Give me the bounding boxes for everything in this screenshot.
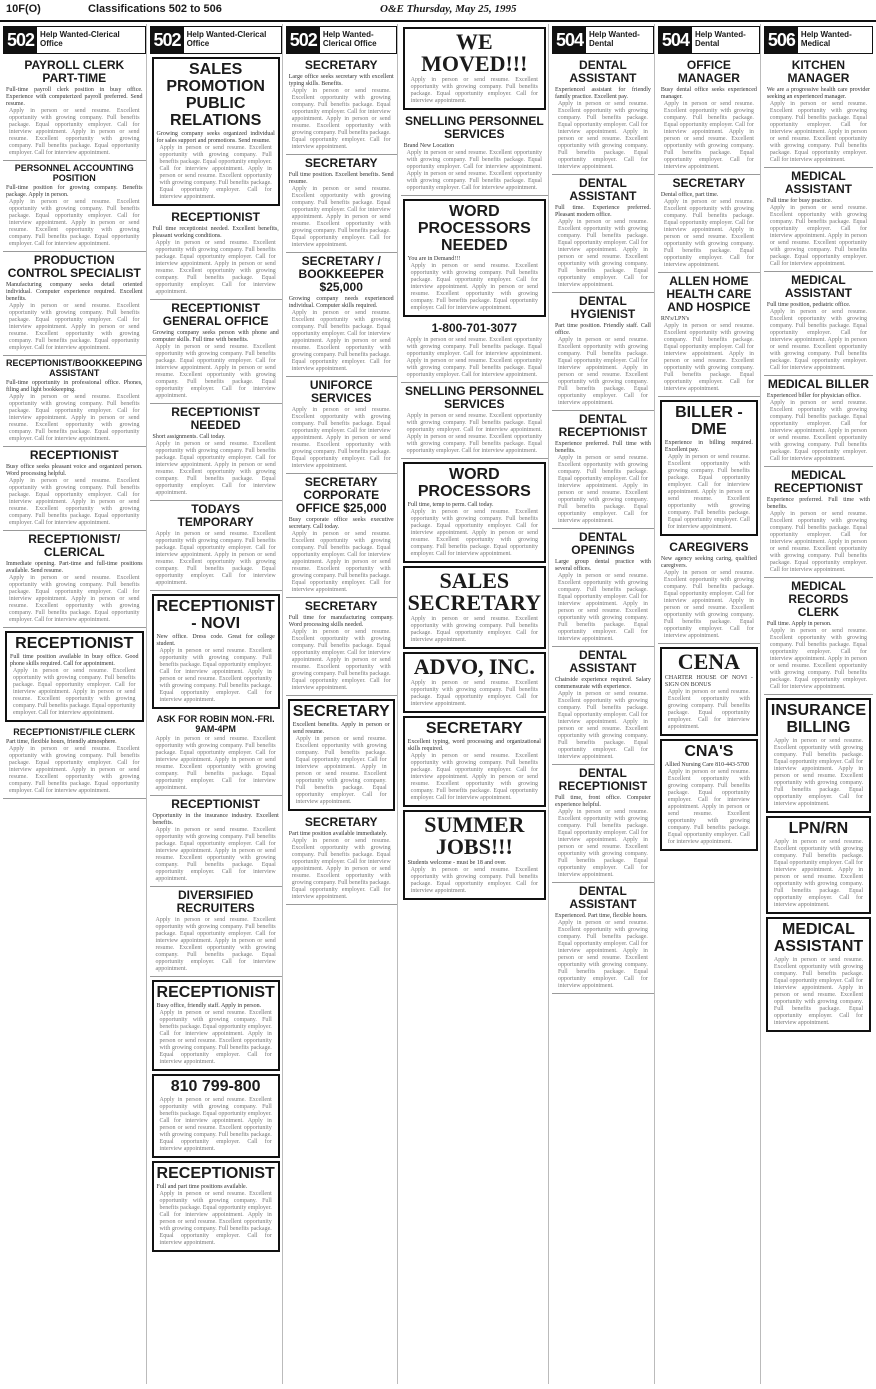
classified-ad: [658, 175, 760, 273]
ad-fine-print: Apply in person or send resume. Excellent opportunity with growing company. Full benefits package. Equal opportunity employer. Call for interview appointment. Apply in person or send resume. Excellent opportunity with growing company. Full benefits package. Equal opportunity employer. Call for interview appointment.: [9, 575, 140, 623]
ad-fine-print: Apply in person or send resume. Excellent opportunity with growing company. Full benefits package. Equal opportunity employer. Call for interview appointment. Apply in person or send resume. Excellent opportunity with growing company. Full benefits package. Equal opportunity employer. Call for interview appointment.: [295, 736, 387, 805]
ad-fine-print: Apply in person or send resume. Excellent opportunity with growing company. Full benefits package. Equal opportunity employer. Call for interview appointment. Apply in person or send resume. Excellent opportunity with growing company. Full benefits package. Equal opportunity employer. Call for interview appointment.: [159, 1191, 272, 1246]
classified-ad: [152, 1074, 280, 1158]
ad-fine-print: Apply in person or send resume. Excellent opportunity with growing company. Full benefits package. Equal opportunity employer. Call for interview appointment. Apply in person or send resume. Excellent opportunity with growing company. Full benefits package. Equal opportunity employer. Call for interview appointment.: [159, 1010, 272, 1065]
ad-body: Full time receptionist needed. Excellent benefits, pleasant working conditions.: [152, 226, 279, 239]
ad-title: DENTAL ASSISTANT: [569, 884, 637, 911]
ad-fine-print: Apply in person or send resume. Excellent opportunity with growing company. Full benefits package. Equal opportunity employer. Call for interview appointment. Apply in person or send resume. Excellent opportunity with growing company. Full benefits package. Equal opportunity employer. Call for interview appointment.: [557, 920, 648, 989]
category-header: [3, 26, 146, 54]
classified-ad: [286, 598, 397, 696]
classified-ad: [403, 652, 546, 713]
classified-ad: [660, 739, 758, 851]
classified-ad: [286, 253, 397, 377]
classified-ad: [660, 400, 758, 536]
classified-ad: [286, 57, 397, 155]
page-number: 10F(O): [6, 3, 41, 15]
ad-title: WORD PROCESSORS NEEDED: [417, 203, 531, 254]
ad-body: Full time for manufacturing company. Word processing skills needed.: [288, 615, 394, 628]
classified-column: [658, 24, 761, 1384]
classified-ad: [150, 501, 282, 591]
ad-fine-print: Apply in person or send resume. Excellent opportunity with growing company. Full benefits package. Equal opportunity employer. Call for interview appointment. Apply in person or send resume. Excellent opportunity with growing company. Full benefits package. Equal opportunity employer. Call for interview appointment.: [557, 337, 648, 406]
ad-title: RECEPTIONIST: [171, 210, 260, 224]
ad-body: Full-time payroll clerk position in busy office. Experience with computerized payroll preferred. Send resume.: [6, 87, 143, 107]
classified-ad: [552, 57, 654, 175]
ad-title: MEDICAL BILLER: [767, 377, 869, 391]
classified-ad: [5, 631, 144, 722]
ad-fine-print: Apply in person or send resume. Excellent opportunity with growing company. Full benefits package. Equal opportunity employer. Call for interview appointment. Apply in person or send resume. Excellent opportunity with growing company. Full benefits package. Equal opportunity employer. Call for interview appointment.: [769, 309, 867, 371]
ad-title: PAYROLL CLERK PART-TIME: [24, 58, 125, 85]
classified-ad: [3, 57, 146, 161]
ad-fine-print: Apply in person or send resume. Excellent opportunity with growing company. Full benefits package. Equal opportunity employer. Call for interview appointment. Apply in person or send resume. Excellent opportunity with growing company. Full benefits package. Equal opportunity employer. Call for interview appointment.: [291, 407, 391, 469]
ad-title: SECRETARY: [304, 599, 378, 613]
ad-body: Manufacturing company seeks detail oriented individual. Computer experience required. Excellent benefits.: [6, 282, 143, 302]
classified-columns: [3, 24, 873, 1384]
ad-fine-print: Apply in person or send resume. Excellent opportunity with growing company. Full benefits package. Equal opportunity employer. Call for interview appointment. Apply in person or send resume. Excellent opportunity with growing company. Full benefits package. Equal opportunity employer. Call for interview appointment.: [155, 736, 276, 791]
ad-fine-print: Apply in person or send resume. Excellent opportunity with growing company. Full benefits package. Equal opportunity employer. Call for interview appointment. Apply in person or send resume. Excellent opportunity with growing company. Full benefits package. Equal opportunity employer. Call for interview appointment.: [410, 509, 538, 557]
ad-title: BILLER - DME: [675, 404, 743, 438]
ad-body: Students welcome - must be 18 and over.: [407, 860, 507, 866]
ad-body: Excellent typing, word processing and organizational skills required.: [407, 739, 541, 752]
ad-body: Busy corporate office seeks executive secretary. Call today.: [288, 517, 394, 530]
ad-title: CENA: [677, 649, 741, 674]
category-number: 502: [4, 27, 37, 53]
category-label: Help Wanted-Dental: [589, 30, 640, 48]
classified-column: [150, 24, 283, 1384]
classified-ad: [764, 57, 873, 168]
category-header: [286, 26, 397, 54]
ad-fine-print: Apply in person or send resume. Excellent opportunity with growing company. Full benefits package. Equal opportunity employer. Call for interview appointment.: [410, 680, 538, 707]
ad-title: DENTAL ASSISTANT: [569, 58, 637, 85]
ad-body: Full-time position for growing company. Benefits package. Apply in person.: [6, 185, 143, 198]
ad-fine-print: Apply in person or send resume. Excellent opportunity with growing company. Full benefits package. Equal opportunity employer. Call for interview appointment. Apply in person or send resume. Excellent opportunity with growing company. Full benefits package. Equal opportunity employer. Call for interview appointment.: [667, 769, 750, 845]
classified-ad: [764, 376, 873, 467]
classified-ad: [766, 917, 871, 1032]
classified-ad: [764, 168, 873, 272]
ad-title: WE MOVED!!!: [421, 29, 528, 76]
ad-fine-print: Apply in person or send resume. Excellent opportunity with growing company. Full benefits package. Equal opportunity employer. Call for interview appointment.: [410, 77, 538, 104]
ad-body: Experience preferred. Full time with benefits.: [766, 497, 870, 510]
classified-ad: [286, 814, 397, 905]
ad-title: SECRETARY: [672, 176, 746, 190]
classified-ad: [288, 699, 395, 811]
ad-title: DENTAL RECEPTIONIST: [558, 412, 648, 439]
ad-fine-print: Apply in person or send resume. Excellent opportunity with growing company. Full benefits package. Equal opportunity employer. Call for interview appointment. Apply in person or send resume. Excellent opportunity with growing company. Full benefits package. Equal opportunity employer. Call for interview appointment.: [406, 337, 542, 378]
ad-title: ASK FOR ROBIN MON.-FRI. 9AM-4PM: [156, 714, 275, 734]
ad-body: Full time, front office. Computer experience helpful.: [554, 795, 651, 808]
ad-fine-print: Apply in person or send resume. Excellent opportunity with growing company. Full benefits package. Equal opportunity employer. Call for interview appointment. Apply in person or send resume. Excellent opportunity with growing company. Full benefits package. Equal opportunity employer. Call for interview appointment.: [410, 753, 538, 801]
ad-body: Busy office, friendly staff. Apply in person.: [156, 1003, 262, 1009]
ad-fine-print: Apply in person or send resume. Excellent opportunity with growing company. Full benefits package. Equal opportunity employer. Call for interview appointment. Apply in person or send resume. Excellent opportunity with growing company. Full benefits package. Equal opportunity employer. Call for interview appointment.: [9, 303, 140, 351]
ad-body: Large group dental practice with several offices.: [554, 559, 651, 572]
ad-body: Growing company seeks person with phone and computer skills. Full time with benefits.: [152, 330, 279, 343]
ad-fine-print: Apply in person or send resume. Excellent opportunity with growing company. Full benefits package. Equal opportunity employer. Call for interview appointment. Apply in person or send resume. Excellent opportunity with growing company. Full benefits package. Equal opportunity employer. Call for interview appointment.: [291, 88, 391, 150]
classified-ad: [552, 647, 654, 765]
category-header: [552, 26, 654, 54]
ad-fine-print: Apply in person or send resume. Excellent opportunity with growing company. Full benefits package. Equal opportunity employer. Call for interview appointment. Apply in person or send resume. Excellent opportunity with growing company. Full benefits package. Equal opportunity employer. Call for interview appointment.: [769, 205, 867, 267]
category-number: 506: [765, 27, 798, 53]
ad-fine-print: Apply in person or send resume. Excellent opportunity with growing company. Full benefits package. Equal opportunity employer. Call for interview appointment. Apply in person or send resume. Excellent opportunity with growing company. Full benefits package. Equal opportunity employer. Call for interview appointment.: [9, 746, 140, 794]
ad-title: OFFICE MANAGER: [677, 58, 740, 85]
ad-fine-print: Apply in person or send resume. Excellent opportunity with growing company. Full benefits package. Equal opportunity employer. Call for interview appointment. Apply in person or send resume. Excellent opportunity with growing company. Full benefits package. Equal opportunity employer. Call for interview appointment.: [155, 827, 276, 882]
category-header: [658, 26, 760, 54]
ad-title: MEDICAL RECEPTIONIST: [774, 468, 863, 495]
ad-fine-print: Apply in person or send resume. Excellent opportunity with growing company. Full benefits package. Equal opportunity employer. Call for interview appointment. Apply in person or send resume. Excellent opportunity with growing company. Full benefits package. Equal opportunity employer. Call for interview appointment.: [155, 531, 276, 586]
ad-fine-print: Apply in person or send resume. Excellent opportunity with growing company. Full benefits package. Equal opportunity employer. Call for interview appointment. Apply in person or send resume. Excellent opportunity with growing company. Full benefits package. Equal opportunity employer. Call for interview appointment.: [291, 531, 391, 593]
ad-body: Part time position. Friendly staff. Call office.: [554, 323, 651, 336]
ad-fine-print: Apply in person or send resume. Excellent opportunity with growing company. Full benefits package. Equal opportunity employer. Call for interview appointment. Apply in person or send resume. Excellent opportunity with growing company. Full benefits package. Equal opportunity employer. Call for interview appointment.: [159, 145, 272, 200]
ad-title: DENTAL RECEPTIONIST: [558, 766, 648, 793]
ad-title: CNA'S: [684, 743, 734, 760]
ad-title: SECRETARY: [304, 815, 378, 829]
ad-fine-print: Apply in person or send resume. Excellent opportunity with growing company. Full benefits package. Equal opportunity employer. Call for interview appointment. Apply in person or send resume. Excellent opportunity with growing company. Full benefits package. Equal opportunity employer. Call for interview appointment.: [663, 199, 754, 268]
ad-fine-print: Apply in person or send resume. Excellent opportunity with growing company. Full benefits package. Equal opportunity employer. Call for interview appointment. Apply in person or send resume. Excellent opportunity with growing company. Full benefits package. Equal opportunity employer. Call for interview appointment.: [9, 478, 140, 526]
ad-fine-print: Apply in person or send resume. Excellent opportunity with growing company. Full benefits package. Equal opportunity employer. Call for interview appointment. Apply in person or send resume. Excellent opportunity with growing company. Full benefits package. Equal opportunity employer. Call for interview appointment.: [155, 917, 276, 972]
ad-body: CHARTER HOUSE OF NOVI - SIGN ON BONUS: [664, 675, 753, 688]
ad-body: Full time for busy practice.: [766, 198, 833, 204]
classified-ad: [658, 539, 760, 644]
ad-title: RECEPTIONIST: [15, 635, 134, 652]
ad-body: Opportunity in the insurance industry. Excellent benefits.: [152, 813, 279, 826]
classified-ad: [152, 57, 280, 206]
category-label: Help Wanted-Clerical Office: [186, 30, 267, 48]
ad-fine-print: Apply in person or send resume. Excellent opportunity with growing company. Full benefits package. Equal opportunity employer. Call for interview appointment. Apply in person or send resume. Excellent opportunity with growing company. Full benefits package. Equal opportunity employer. Call for interview appointment.: [557, 101, 648, 170]
ad-body: Full and part time positions available.: [156, 1184, 248, 1190]
publication-date: O&E Thursday, May 25, 1995: [380, 3, 517, 15]
category-number: 502: [151, 27, 184, 53]
classified-ad: [403, 462, 546, 563]
ad-fine-print: Apply in person or send resume. Excellent opportunity with growing company. Full benefits package. Equal opportunity employer. Call for interview appointment. Apply in person or send resume. Excellent opportunity with growing company. Full benefits package. Equal opportunity employer. Call for interview appointment.: [667, 454, 750, 530]
ad-title: MEDICAL ASSISTANT: [773, 921, 864, 955]
classified-ad: [403, 716, 546, 807]
ad-fine-print: Apply in person or send resume. Excellent opportunity with growing company. Full benefits package. Equal opportunity employer. Call for interview appointment. Apply in person or send resume. Excellent opportunity with growing company. Full benefits package. Equal opportunity employer. Call for interview appointment.: [159, 648, 272, 703]
ad-body: New office. Dress code. Great for college student.: [156, 634, 275, 647]
ad-title: SECRETARY / BOOKKEEPER $25,000: [298, 254, 384, 294]
ad-title: SNELLING PERSONNEL SERVICES: [404, 384, 544, 411]
classified-ad: [552, 883, 654, 994]
ad-body: Experienced biller for physician office.: [766, 393, 861, 399]
ad-fine-print: Apply in person or send resume. Excellent opportunity with growing company. Full benefits package. Equal opportunity employer. Call for interview appointment.: [410, 867, 538, 894]
ad-body: Growing company needs experienced individual. Computer skills required.: [288, 296, 394, 309]
ad-title: RECEPTIONIST: [171, 797, 260, 811]
classified-ad: [403, 27, 546, 110]
ad-title: DENTAL HYGIENIST: [570, 294, 636, 321]
ad-fine-print: Apply in person or send resume. Excellent opportunity with growing company. Full benefits package. Equal opportunity employer. Call for interview appointment. Apply in person or send resume. Excellent opportunity with growing company. Full benefits package. Equal opportunity employer. Call for interview appointment.: [557, 691, 648, 760]
classified-ad: [3, 356, 146, 447]
ad-body: Large office seeks secretary with excellent typing skills. Benefits.: [288, 74, 394, 87]
ad-fine-print: Apply in person or send resume. Excellent opportunity with growing company. Full benefits package. Equal opportunity employer. Call for interview appointment. Apply in person or send resume. Excellent opportunity with growing company. Full benefits package. Equal opportunity employer. Call for interview appointment.: [410, 263, 538, 311]
ad-fine-print: Apply in person or send resume. Excellent opportunity with growing company. Full benefits package. Equal opportunity employer. Call for interview appointment. Apply in person or send resume. Excellent opportunity with growing company. Full benefits package. Equal opportunity employer. Call for interview appointment.: [291, 838, 391, 900]
classified-ad: [552, 411, 654, 529]
classified-ad: [552, 529, 654, 647]
classified-ad: [401, 383, 548, 459]
classified-ad: [150, 796, 282, 887]
ad-body: Experience in billing required. Excellent pay.: [664, 440, 753, 453]
classified-ad: [403, 810, 546, 900]
ad-title: PERSONNEL ACCOUNTING POSITION: [14, 163, 134, 183]
ad-fine-print: Apply in person or send resume. Excellent opportunity with growing company. Full benefits package. Equal opportunity employer. Call for interview appointment. Apply in person or send resume. Excellent opportunity with growing company. Full benefits package. Equal opportunity employer. Call for interview appointment.: [769, 511, 867, 573]
ad-body: Chairside experience required. Salary commensurate with experience.: [554, 677, 651, 690]
ad-body: Full-time opportunity in professional office. Phones, filing and light bookkeeping.: [6, 380, 143, 393]
classified-ad: [286, 155, 397, 253]
ad-fine-print: Apply in person or send resume. Excellent opportunity with growing company. Full benefits package. Equal opportunity employer. Call for interview appointment. Apply in person or send resume. Excellent opportunity with growing company. Full benefits package. Equal opportunity employer. Call for interview appointment.: [557, 809, 648, 878]
ad-fine-print: Apply in person or send resume. Excellent opportunity with growing company. Full benefits package. Equal opportunity employer. Call for interview appointment. Apply in person or send resume. Excellent opportunity with growing company. Full benefits package. Equal opportunity employer. Call for interview appointment.: [773, 839, 863, 908]
ad-title: 1-800-701-3077: [431, 321, 518, 335]
classified-ad: [150, 712, 282, 796]
ad-title: SALES PROMOTION PUBLIC RELATIONS: [166, 61, 265, 129]
classified-ad: [3, 161, 146, 252]
ad-fine-print: Apply in person or send resume. Excellent opportunity with growing company. Full benefits package. Equal opportunity employer. Call for interview appointment. Apply in person or send resume. Excellent opportunity with growing company. Full benefits package. Equal opportunity employer. Call for interview appointment.: [9, 199, 140, 247]
ad-title: LPN/RN: [788, 820, 849, 837]
ad-fine-print: Apply in person or send resume. Excellent opportunity with growing company. Full benefits package. Equal opportunity employer. Call for interview appointment. Apply in person or send resume. Excellent opportunity with growing company. Full benefits package. Equal opportunity employer. Call for interview appointment.: [291, 186, 391, 248]
ad-title: RECEPTIONIST - NOVI: [156, 598, 275, 632]
ad-title: RECEPTIONIST: [156, 984, 275, 1001]
ad-body: Excellent benefits. Apply in person or send resume.: [292, 722, 390, 735]
classified-ad: [658, 273, 760, 397]
ad-body: You are in Demand!!!: [407, 256, 461, 262]
classified-ad: [764, 272, 873, 376]
ad-body: Busy dental office seeks experienced manager.: [660, 87, 757, 100]
ad-title: RECEPTIONIST: [156, 1165, 275, 1182]
ad-body: Brand New Location: [403, 143, 454, 149]
classified-ad: [552, 293, 654, 411]
classified-column: [3, 24, 147, 1384]
ad-fine-print: Apply in person or send resume. Excellent opportunity with growing company. Full benefits package. Equal opportunity employer. Call for interview appointment. Apply in person or send resume. Excellent opportunity with growing company. Full benefits package. Equal opportunity employer. Call for interview appointment.: [773, 957, 863, 1026]
ad-fine-print: Apply in person or send resume. Excellent opportunity with growing company. Full benefits package. Equal opportunity employer. Call for interview appointment. Apply in person or send resume. Excellent opportunity with growing company. Full benefits package. Equal opportunity employer. Call for interview appointment.: [291, 629, 391, 691]
ad-fine-print: Apply in person or send resume. Excellent opportunity with growing company. Full benefits package. Equal opportunity employer. Call for interview appointment. Apply in person or send resume. Excellent opportunity with growing company. Full benefits package. Equal opportunity employer. Call for interview appointment.: [9, 108, 140, 156]
ad-body: Immediate opening. Part-time and full-time positions available. Send resume.: [6, 561, 143, 574]
ad-title: DIVERSIFIED RECRUITERS: [176, 888, 255, 915]
classified-ad: [766, 698, 871, 813]
classified-column: [552, 24, 655, 1384]
ad-fine-print: Apply in person or send resume. Excellent opportunity with growing company. Full benefits package. Equal opportunity employer. Call for interview appointment. Apply in person or send resume. Excellent opportunity with growing company. Full benefits package. Equal opportunity employer. Call for interview appointment.: [406, 413, 542, 454]
ad-fine-print: Apply in person or send resume. Excellent opportunity with growing company. Full benefits package. Equal opportunity employer. Call for interview appointment. Apply in person or send resume. Excellent opportunity with growing company. Full benefits package. Equal opportunity employer. Call for interview appointment.: [663, 323, 754, 392]
ad-body: Full time. Apply in person.: [766, 621, 832, 627]
ad-fine-print: Apply in person or send resume. Excellent opportunity with growing company. Full benefits package. Equal opportunity employer. Call for interview appointment. Apply in person or send resume. Excellent opportunity with growing company. Full benefits package. Equal opportunity employer. Call for interview appointment.: [769, 400, 867, 462]
classified-ad: [3, 725, 146, 799]
ad-title: DENTAL ASSISTANT: [569, 648, 637, 675]
classified-ad: [766, 816, 871, 914]
ad-fine-print: Apply in person or send resume. Excellent opportunity with growing company. Full benefits package. Equal opportunity employer. Call for interview appointment. Apply in person or send resume. Excellent opportunity with growing company. Full benefits package. Equal opportunity employer. Call for interview appointment.: [155, 344, 276, 399]
ad-body: Allied Nursing Care 810-443-5700: [664, 762, 750, 768]
ad-fine-print: Apply in person or send resume. Excellent opportunity with growing company. Full benefits package. Equal opportunity employer. Call for interview appointment. Apply in person or send resume. Excellent opportunity with growing company. Full benefits package. Equal opportunity employer. Call for interview appointment.: [557, 455, 648, 524]
ad-title: RECEPTIONIST: [29, 448, 119, 462]
ad-title: SECRETARY: [425, 720, 523, 737]
ad-body: Full time position available in busy office. Good phone skills required. Call for appointment.: [10, 654, 139, 667]
classified-ad: [150, 404, 282, 501]
ad-title: PRODUCTION CONTROL SPECIALIST: [7, 253, 141, 280]
classified-ad: [764, 578, 873, 695]
category-label: Help Wanted-Dental: [694, 30, 746, 48]
classified-ad: [403, 566, 546, 649]
classified-ad: [150, 209, 282, 300]
classified-ad: [152, 1161, 280, 1252]
ad-fine-print: Apply in person or send resume. Excellent opportunity with growing company. Full benefits package. Equal opportunity employer. Call for interview appointment. Apply in person or send resume. Excellent opportunity with growing company. Full benefits package. Equal opportunity employer. Call for interview appointment.: [663, 101, 754, 170]
classified-ad: [150, 300, 282, 404]
classified-ad: [3, 447, 146, 531]
category-number: 504: [553, 27, 586, 53]
classified-ad: [764, 467, 873, 578]
category-label: Help Wanted-Medical: [800, 30, 852, 48]
ad-fine-print: Apply in person or send resume. Excellent opportunity with growing company. Full benefits package. Equal opportunity employer. Call for interview appointment. Apply in person or send resume. Excellent opportunity with growing company. Full benefits package. Equal opportunity employer. Call for interview appointment.: [557, 573, 648, 642]
ad-title: SECRETARY: [304, 58, 378, 72]
ad-title: MEDICAL RECORDS CLERK: [788, 579, 849, 619]
ad-body: Experience preferred. Full time with benefits.: [554, 441, 651, 454]
ad-title: DENTAL ASSISTANT: [569, 176, 637, 203]
ad-fine-print: Apply in person or send resume. Excellent opportunity with growing company. Full benefits package. Equal opportunity employer. Call for interview appointment. Apply in person or send resume. Excellent opportunity with growing company. Full benefits package. Equal opportunity employer. Call for interview appointment.: [773, 738, 863, 807]
ad-body: Short assignments. Call today.: [152, 434, 226, 440]
ad-title: WORD PROCESSORS: [417, 466, 531, 500]
classified-ad: [152, 594, 280, 709]
category-number: 502: [287, 27, 320, 53]
classified-column: [764, 24, 873, 1384]
ad-title: RECEPTIONIST NEEDED: [171, 405, 260, 432]
ad-title: DENTAL OPENINGS: [571, 530, 635, 557]
classified-ad: [552, 765, 654, 883]
ad-body: We are a progressive health care provider seeking an experienced manager.: [766, 87, 870, 100]
ad-title: SECRETARY CORPORATE OFFICE $25,000: [295, 475, 387, 515]
ad-fine-print: Apply in person or send resume. Excellent opportunity with growing company. Full benefits package. Equal opportunity employer. Call for interview appointment. Apply in person or send resume. Excellent opportunity with growing company. Full benefits package. Equal opportunity employer. Call for interview appointment.: [9, 394, 140, 442]
section-title: Classifications 502 to 506: [88, 3, 222, 15]
category-header: [150, 26, 282, 54]
ad-body: Full time position, pediatric office.: [766, 302, 851, 308]
ad-title: 810 799-800: [170, 1078, 261, 1095]
classified-ad: [150, 887, 282, 977]
ad-fine-print: Apply in person or send resume. Excellent opportunity with growing company. Full benefits package. Equal opportunity employer. Call for interview appointment. Apply in person or send resume. Excellent opportunity with growing company. Full benefits package. Equal opportunity employer. Call for interview appointment.: [155, 240, 276, 295]
category-label: Help Wanted-Clerical Office: [322, 30, 377, 48]
ad-title: RECEPTIONIST/BOOKKEEPING ASSISTANT: [6, 358, 143, 378]
ad-title: RECEPTIONIST GENERAL OFFICE: [162, 301, 269, 328]
ad-title: TODAYS TEMPORARY: [177, 502, 254, 529]
ad-fine-print: Apply in person or send resume. Excellent opportunity with growing company. Full benefits package. Equal opportunity employer. Call for interview appointment.: [667, 689, 750, 730]
ad-fine-print: Apply in person or send resume. Excellent opportunity with growing company. Full benefits package. Equal opportunity employer. Call for interview appointment. Apply in person or send resume. Excellent opportunity with growing company. Full benefits package. Equal opportunity employer. Call for interview appointment.: [13, 668, 136, 716]
classified-ad: [401, 113, 548, 196]
ad-fine-print: Apply in person or send resume. Excellent opportunity with growing company. Full benefits package. Equal opportunity employer. Call for interview appointment.: [410, 616, 538, 643]
classified-ad: [401, 320, 548, 383]
ad-title: KITCHEN MANAGER: [787, 58, 850, 85]
classified-column: [401, 24, 549, 1384]
ad-body: Full time. Experience preferred. Pleasant modern office.: [554, 205, 651, 218]
ad-title: ADVO, INC.: [413, 654, 535, 679]
ad-body: New agency seeking caring, qualified caregivers.: [660, 556, 757, 569]
ad-title: SECRETARY: [292, 703, 390, 720]
classified-ad: [286, 377, 397, 474]
classified-ad: [658, 57, 760, 175]
ad-body: Experienced. Part time, flexible hours.: [554, 913, 648, 919]
ad-fine-print: Apply in person or send resume. Excellent opportunity with growing company. Full benefits package. Equal opportunity employer. Call for interview appointment. Apply in person or send resume. Excellent opportunity with growing company. Full benefits package. Equal opportunity employer. Call for interview appointment.: [769, 101, 867, 163]
classified-ad: [152, 980, 280, 1071]
ad-title: SUMMER JOBS!!!: [424, 812, 525, 859]
classified-ad: [403, 199, 546, 317]
ad-body: Growing company seeks organized individual for sales support and promotions. Send resume.: [156, 131, 275, 144]
ad-body: RN's/LPN's: [660, 316, 690, 322]
classified-ad: [552, 175, 654, 293]
ad-title: CAREGIVERS: [669, 540, 749, 554]
ad-fine-print: Apply in person or send resume. Excellent opportunity with growing company. Full benefits package. Equal opportunity employer. Call for interview appointment. Apply in person or send resume. Excellent opportunity with growing company. Full benefits package. Equal opportunity employer. Call for interview appointment.: [557, 219, 648, 288]
ad-body: Experienced assistant for friendly family practice. Excellent pay.: [554, 87, 651, 100]
page-masthead: [0, 0, 876, 22]
classified-column: [286, 24, 398, 1384]
ad-fine-print: Apply in person or send resume. Excellent opportunity with growing company. Full benefits package. Equal opportunity employer. Call for interview appointment. Apply in person or send resume. Excellent opportunity with growing company. Full benefits package. Equal opportunity employer. Call for interview appointment.: [406, 150, 542, 191]
ad-body: Part time, flexible hours, friendly atmosphere.: [6, 739, 117, 745]
classified-ad: [3, 252, 146, 356]
classified-ad: [3, 531, 146, 628]
ad-body: Part time position available immediately.: [288, 831, 388, 837]
ad-title: ALLEN HOME HEALTH CARE AND HOSPICE: [666, 274, 752, 314]
ad-fine-print: Apply in person or send resume. Excellent opportunity with growing company. Full benefits package. Equal opportunity employer. Call for interview appointment. Apply in person or send resume. Excellent opportunity with growing company. Full benefits package. Equal opportunity employer. Call for interview appointment.: [769, 628, 867, 690]
ad-title: MEDICAL ASSISTANT: [784, 169, 852, 196]
classified-ad: [660, 647, 758, 736]
classified-ad: [286, 474, 397, 598]
ad-body: Busy office seeks pleasant voice and organized person. Word processing helpful.: [6, 464, 143, 477]
ad-body: Full time, temp to perm. Call today.: [407, 502, 494, 508]
category-number: 504: [659, 27, 692, 53]
ad-fine-print: Apply in person or send resume. Excellent opportunity with growing company. Full benefits package. Equal opportunity employer. Call for interview appointment. Apply in person or send resume. Excellent opportunity with growing company. Full benefits package. Equal opportunity employer. Call for interview appointment.: [291, 310, 391, 372]
category-label: Help Wanted-Clerical Office: [40, 30, 120, 48]
ad-title: RECEPTIONIST/FILE CLERK: [13, 727, 136, 737]
ad-fine-print: Apply in person or send resume. Excellent opportunity with growing company. Full benefits package. Equal opportunity employer. Call for interview appointment. Apply in person or send resume. Excellent opportunity with growing company. Full benefits package. Equal opportunity employer. Call for interview appointment.: [663, 570, 754, 639]
ad-title: SALES SECRETARY: [407, 568, 541, 615]
ad-body: Dental office, part time.: [660, 192, 719, 198]
ad-title: INSURANCE BILLING: [770, 702, 866, 736]
ad-title: RECEPTIONIST/ CLERICAL: [28, 532, 121, 559]
ad-title: SNELLING PERSONNEL SERVICES: [404, 114, 544, 141]
ad-title: SECRETARY: [304, 156, 378, 170]
ad-fine-print: Apply in person or send resume. Excellent opportunity with growing company. Full benefits package. Equal opportunity employer. Call for interview appointment. Apply in person or send resume. Excellent opportunity with growing company. Full benefits package. Equal opportunity employer. Call for interview appointment.: [159, 1097, 272, 1152]
ad-fine-print: Apply in person or send resume. Excellent opportunity with growing company. Full benefits package. Equal opportunity employer. Call for interview appointment. Apply in person or send resume. Excellent opportunity with growing company. Full benefits package. Equal opportunity employer. Call for interview appointment.: [155, 441, 276, 496]
ad-title: MEDICAL ASSISTANT: [784, 273, 852, 300]
ad-body: Full time position. Excellent benefits. Send resume.: [288, 172, 394, 185]
category-header: [764, 26, 873, 54]
ad-title: UNIFORCE SERVICES: [309, 378, 373, 405]
